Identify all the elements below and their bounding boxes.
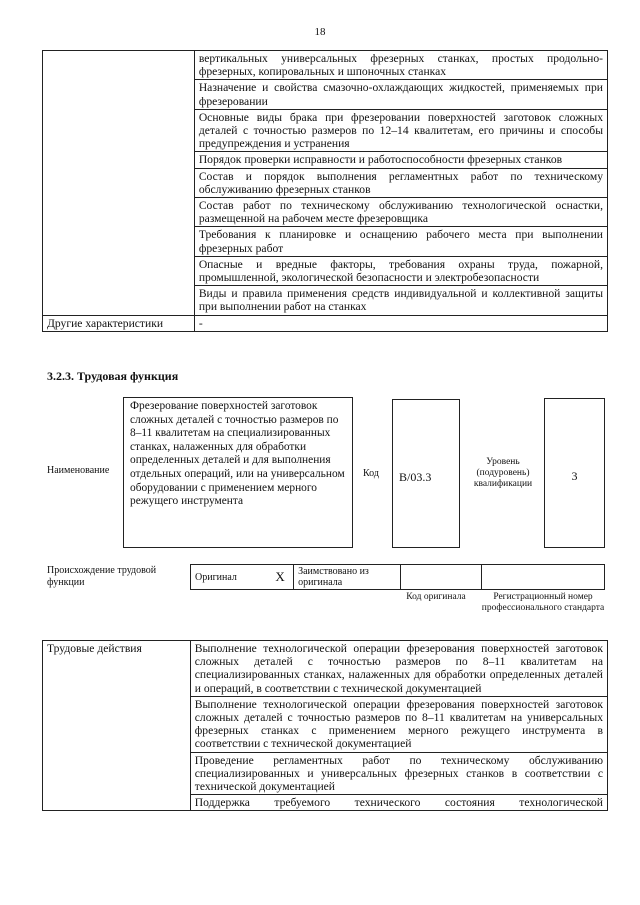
knowledge-item: Опасные и вредные факторы, требования охраны труда, пожарной, промышленной, экологической безопасности и электробезопасности (194, 256, 607, 285)
table-row (43, 315, 608, 331)
action-item: Поддержка требуемого технического состояния технологической (190, 795, 607, 811)
knowledge-item: Порядок проверки исправности и работоспособности фрезерных станков (194, 152, 607, 168)
function-name-box: Фрезерование поверхностей заготовок сложных деталей с точностью размеров по 8–11 квалитетам на специализированных станках, налаженных для обработки определенных деталей и для выполнения отдельных операций, или на универсальном оборудовании с применением мерного режущего инструмента (123, 397, 353, 548)
code-original-caption: Код оригинала (406, 592, 466, 602)
knowledge-table (42, 50, 608, 332)
knowledge-item: Основные виды брака при фрезеровании поверхностей заготовок сложных деталей с точностью размеров по 12–14 квалитетам, его причины и способы предупреждения и устранения (194, 109, 607, 152)
page-number: 18 (314, 26, 326, 38)
knowledge-item: Виды и правила применения средств индивидуальной и коллективной защиты при выполнении работ на станках (194, 286, 607, 315)
actions-label: Трудовые действия (43, 641, 191, 811)
action-item: Проведение регламентных работ по техническому обслуживанию специализированных и универсальных фрезерных станков в соответствии с технической документацией (190, 752, 607, 795)
level-value: 3 (571, 469, 578, 483)
borrowed-label: Заимствовано из оригинала (294, 565, 401, 590)
original-label: Оригинал (191, 565, 272, 590)
action-item: Выполнение технологической операции фрезерования поверхностей заготовок сложных деталей с точностью размеров по 8–11 квалитетам на универсальных фрезерных станках с применением мерного режущего инструмента в соответствии с технической документацией (190, 696, 607, 752)
origin-label: Происхождение трудовой функции (47, 565, 157, 588)
other-characteristics-value: - (194, 315, 607, 331)
code-label: Код (363, 468, 379, 479)
section-heading: 3.2.3. Трудовая функция (47, 369, 179, 383)
knowledge-item: Требования к планировке и оснащению рабочего места при выполнении фрезерных работ (194, 227, 607, 256)
reg-number-cell (482, 565, 605, 590)
actions-table (42, 640, 608, 811)
original-mark: X (271, 565, 293, 590)
level-box (544, 398, 605, 548)
other-characteristics-label: Другие характеристики (43, 315, 195, 331)
code-original-cell (400, 565, 481, 590)
level-label: Уровень (подуровень) квалификации (473, 457, 533, 489)
reg-number-caption: Регистрационный номер профессионального стандарта (481, 592, 605, 613)
code-box (392, 399, 460, 548)
table-row (43, 641, 608, 697)
knowledge-item: Назначение и свойства смазочно-охлаждающих жидкостей, применяемых при фрезеровании (194, 80, 607, 109)
origin-table (190, 564, 605, 590)
code-value: B/03.3 (399, 470, 432, 484)
knowledge-item: вертикальных универсальных фрезерных станках, простых продольно-фрезерных, копировальных и шпоночных станках (194, 51, 607, 80)
action-item: Выполнение технологической операции фрезерования поверхностей заготовок сложных деталей с точностью размеров по 8–11 квалитетам на специализированных станках, налаженных для обработки определенных деталей и операций, в соответствии с технической документацией (190, 641, 607, 697)
table-left-cell-empty (43, 51, 195, 316)
name-label: Наименование (47, 465, 110, 476)
table-row (43, 51, 608, 80)
knowledge-item: Состав и порядок выполнения регламентных работ по техническому обслуживанию фрезерных станков (194, 168, 607, 197)
knowledge-item: Состав работ по техническому обслуживанию технологической оснастки, размещенной на рабочем месте фрезеровщика (194, 198, 607, 227)
